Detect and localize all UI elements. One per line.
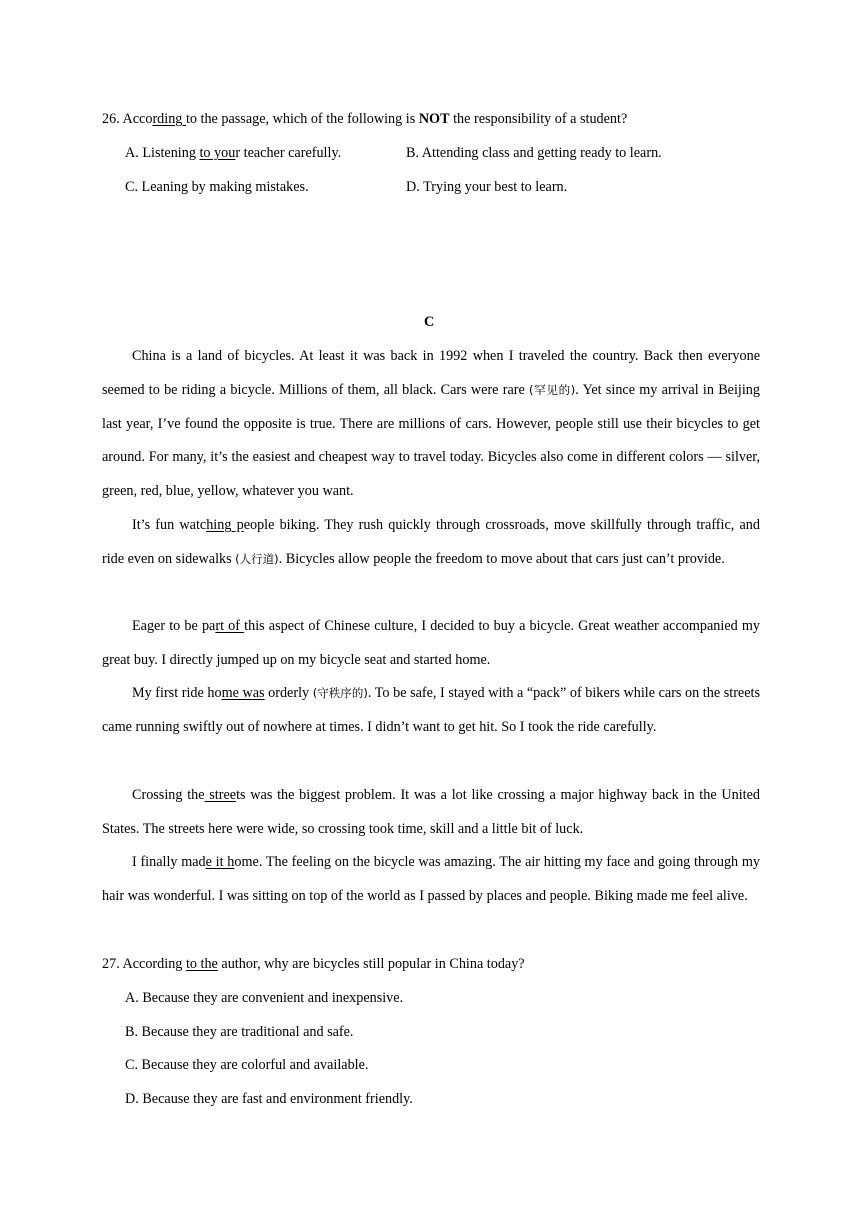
passage-paragraph-5 — [102, 779, 760, 847]
question-27-option-d: D. Because they are fast and environment friendly. — [125, 1091, 413, 1107]
question-27-option-b: B. Because they are traditional and safe. — [125, 1024, 354, 1040]
paragraph-text: ts was the biggest problem. It was a lot like crossing a major highway back in the United States. The streets here were wide, so crossing took time, skill and a little bit of luck. — [102, 787, 760, 837]
stem-text: the responsibility of a student? — [449, 111, 628, 127]
passage-paragraph-4 — [102, 677, 760, 745]
section-heading: C — [424, 314, 435, 330]
passage-paragraph-2 — [102, 509, 760, 577]
question-27-stem — [102, 956, 525, 973]
paragraph-text: this aspect of Chinese culture, I decided to buy a bicycle. Great weather accompanied my great buy. I directly jumped up on my bicycle seat and started home. — [102, 618, 760, 668]
passage-paragraph-1 — [102, 340, 760, 509]
gloss: (罕见的) — [529, 382, 576, 397]
paragraph-text: It’s fun watc — [132, 517, 207, 533]
question-26-option-c: C. Leaning by making mistakes. — [125, 179, 309, 195]
stem-text: author, why are bicycles still popular in China today? — [217, 956, 525, 972]
paragraph-text: . Yet since my arrival in Beijing last year, I’ve found the opposite is true. There are millions of cars. However, people still use their bicycles to get around. For many, it’s the easiest and cheapest way to travel today. Bicycles also come in different colors — silver, green, red, blue, yellow, whatever you want. — [102, 381, 760, 500]
gloss: (人行道) — [235, 551, 279, 566]
passage-paragraph-6 — [102, 846, 760, 914]
gloss: (守秩序的) — [312, 686, 368, 700]
paragraph-underlined: hing p — [206, 517, 244, 533]
paragraph-underlined: rt of — [215, 618, 245, 634]
paragraph-text: orderly — [264, 685, 313, 701]
paragraph-text: . Bicycles allow people the freedom to move about that cars just can’t provide. — [278, 550, 725, 567]
option-text: r teacher carefully. — [235, 145, 342, 161]
paragraph-text: I finally mad — [132, 854, 206, 870]
paragraph-text: eople biking. They rush quickly through crossroads, move skillfully through traffic, and ride even on sidewalks — [102, 517, 760, 567]
stem-text: Acco — [122, 111, 153, 127]
paragraph-underlined: e it h — [205, 854, 235, 870]
stem-emphasis: NOT — [418, 111, 450, 127]
question-26-option-a — [125, 145, 341, 162]
question-26-option-b: B. Attending class and getting ready to learn. — [406, 145, 662, 161]
question-27-option-a: A. Because they are convenient and inexpensive. — [125, 990, 404, 1006]
paragraph-text: . To be safe, I stayed with a “pack” of bikers while cars on the streets came running swiftly out of nowhere at times. I didn’t want to get hit. So I took the ride carefully. — [102, 685, 760, 735]
question-27-option-c: C. Because they are colorful and available. — [125, 1057, 369, 1073]
paragraph-text: Crossing the — [132, 787, 205, 803]
paragraph-text: China is a land of bicycles. At least it was back in 1992 when I traveled the country. Back then everyone seemed to be riding a bicycle. Millions of them, all black. Cars were rare — [102, 348, 760, 398]
option-underlined: to you — [199, 145, 236, 161]
stem-underlined: to the — [185, 956, 218, 972]
stem-text: to the passage, which of the following is — [185, 111, 419, 127]
question-26-option-d: D. Trying your best to learn. — [406, 179, 568, 195]
question-26-stem — [102, 111, 627, 128]
paragraph-text: ome. The feeling on the bicycle was amazing. The air hitting my face and going through my hair was wonderful. I was sitting on top of the world as I passed by places and people. Biking made me feel alive. — [102, 854, 761, 904]
passage-paragraph-3 — [102, 610, 760, 678]
paragraph-text: My first ride ho — [132, 685, 222, 701]
stem-text: 27. According — [102, 956, 186, 972]
paragraph-underlined: stree — [204, 787, 237, 803]
paragraph-text: Eager to be pa — [132, 618, 216, 634]
question-number: 26. — [102, 111, 120, 127]
stem-underlined: rding — [152, 111, 186, 127]
paragraph-underlined: me was — [221, 685, 265, 701]
option-text: A. Listening — [125, 145, 200, 161]
